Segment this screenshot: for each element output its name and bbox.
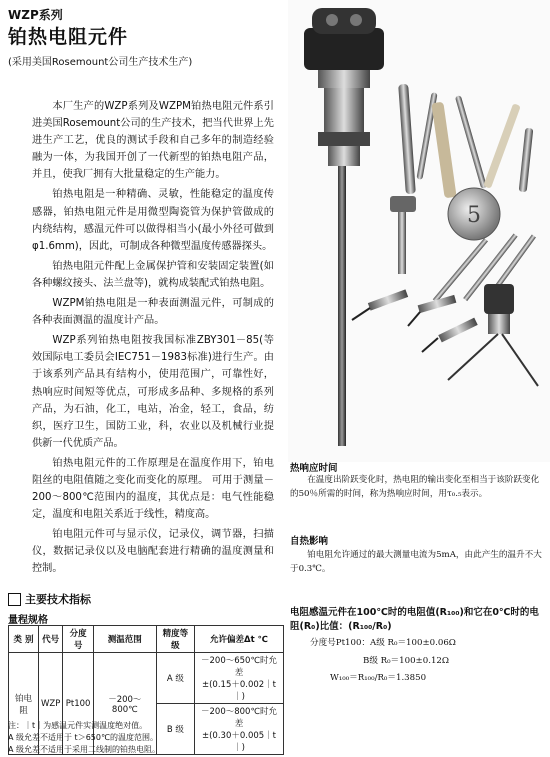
paragraph: WZP系列铂热电阻按我国标准ZBY301－85(等效国际电工委员会IEC751－1983标准)进行生产。由于该系列产品具有结构小，使用范围广，可靠性好，热响应时间短等优点，可形成多品种、多规格的系列产品，为石油，化工，电站，冶金，轻工，食品，纺织，医疗卫生，国防工业，科，农业以及机械行业提供新一代优质产品。 (32, 335, 274, 449)
selfheat-text: 铂电阻允许通过的最大测量电流为5mA，由此产生的温升不大于0.3℃。 (290, 550, 542, 574)
table-row (9, 653, 284, 704)
coin-label: 5 (467, 203, 481, 228)
ratio-line-a: 分度号Pt100：A级 R₀＝100±0.06Ω (310, 638, 456, 648)
paragraph: 本厂生产的WZP系列及WZPM铂热电阻元件系引进美国Rosemount公司的生产技术，把当代世界上先进生产工艺，优良的测试手段和自己多年的制造经验融为一体，为我国开创了一代新型的铂热电阻产品，并且，使我厂拥有大批量稳定的生产能力。 (32, 101, 274, 181)
specs-section-heading (8, 591, 91, 607)
range-table-title: 量程规格 (8, 615, 48, 626)
ratio-title: 电阻感温元件在100℃时的电阻值(R₁₀₀)和它在0℃时的电阻(R₀)比值：(R₁₀₀/R₀) (290, 607, 539, 632)
tolerance-cell (195, 704, 284, 755)
paragraph: 铂热电阻是一种精确、灵敏，性能稳定的温度传感器，铂热电阻元件是用微型陶瓷管为保护管做成的内绕结构，感温元件可以做得相当小(最小外径可做到φ1.6mm)，因此，可制成各种微型温度传感器探头。 (32, 189, 274, 252)
col-header: 类 别 (9, 626, 39, 653)
paragraph: 铂热电阻元件的工作原理是在温度作用下，铂电阻丝的电阻值随之变化而变化的原理。 可用于测量－200～800℃范围内的温度，其优点是：电气性能稳定，温度和电阻关系近于线性，精度高。 (32, 457, 274, 521)
page-title: 铂热电阻元件 (8, 26, 129, 48)
tolerance-cell (195, 653, 284, 704)
response-time-text: 在温度出阶跃变化时，热电阻的输出变化至相当于该阶跃变化的50％所需的时间，称为热响应时间，用τ₀.₅表示。 (290, 475, 540, 499)
product-photo (288, 0, 550, 462)
col-header: 允许偏差Δt ℃ (195, 626, 284, 653)
grade-cell: B 级 (156, 704, 194, 755)
tolerance-formula: ±(0.15＋0.002｜t｜) (201, 680, 277, 702)
paragraph: WZPM铂热电阻是一种表面测温元件，可制成的各种表面测温的温度计产品。 (32, 298, 274, 327)
square-icon (8, 593, 21, 606)
response-time-title: 热响应时间 (290, 463, 338, 474)
col-header: 测温范围 (93, 626, 156, 653)
col-header: 代号 (38, 626, 62, 653)
probe-rod (338, 166, 346, 446)
ratio-w100: W₁₀₀＝R₁₀₀/R₀＝1.3850 (330, 673, 427, 683)
series-label: WZP系列 (8, 8, 63, 22)
note-line: A 级允差不适用于采用二线制的铂热电阻。 (8, 745, 161, 754)
intro-text (32, 98, 274, 581)
col-header: 分度号 (63, 626, 93, 653)
selfheat-title: 自热影响 (290, 536, 329, 547)
specs-section-title: 主要技术指标 (25, 593, 91, 606)
grade-cell: A 级 (156, 653, 194, 704)
note-line: 注：｜t｜为感温元件实测温度绝对值。 (8, 721, 148, 730)
ratio-line-b: B级 R₀＝100±0.12Ω (363, 656, 450, 666)
note-line: A 级允差不适用于 t＞650℃的温度范围。 (8, 733, 158, 742)
tolerance-range: －200～650℃时允差 (201, 656, 277, 678)
code-cell: WZP (38, 653, 62, 755)
tolerance-formula: ±(0.30＋0.005｜t｜) (201, 731, 277, 753)
paragraph: 铂电阻元件可与显示仪，记录仪，调节器，扫描仪，数据记录仪以及电脑配套进行精确的温度测量和控制。 (32, 529, 274, 575)
table-notes (8, 720, 160, 756)
graduation-cell: Pt100 (63, 653, 93, 755)
paragraph: 铂热电阻元件配上金属保护管和安装固定装置(如各种螺纹接头、法兰盘等)，就构成装配式铂热电阻。 (32, 260, 274, 289)
category-cell: 铂电阻 (9, 653, 39, 755)
tolerance-range: －200～800℃时允差 (201, 707, 277, 729)
table-header-row (9, 626, 284, 653)
reference-coin (448, 188, 500, 240)
page-subtitle: (采用美国Rosemount公司生产技术生产) (8, 57, 193, 68)
range-cell: －200～800℃ (93, 653, 156, 755)
col-header: 精度等级 (156, 626, 194, 653)
